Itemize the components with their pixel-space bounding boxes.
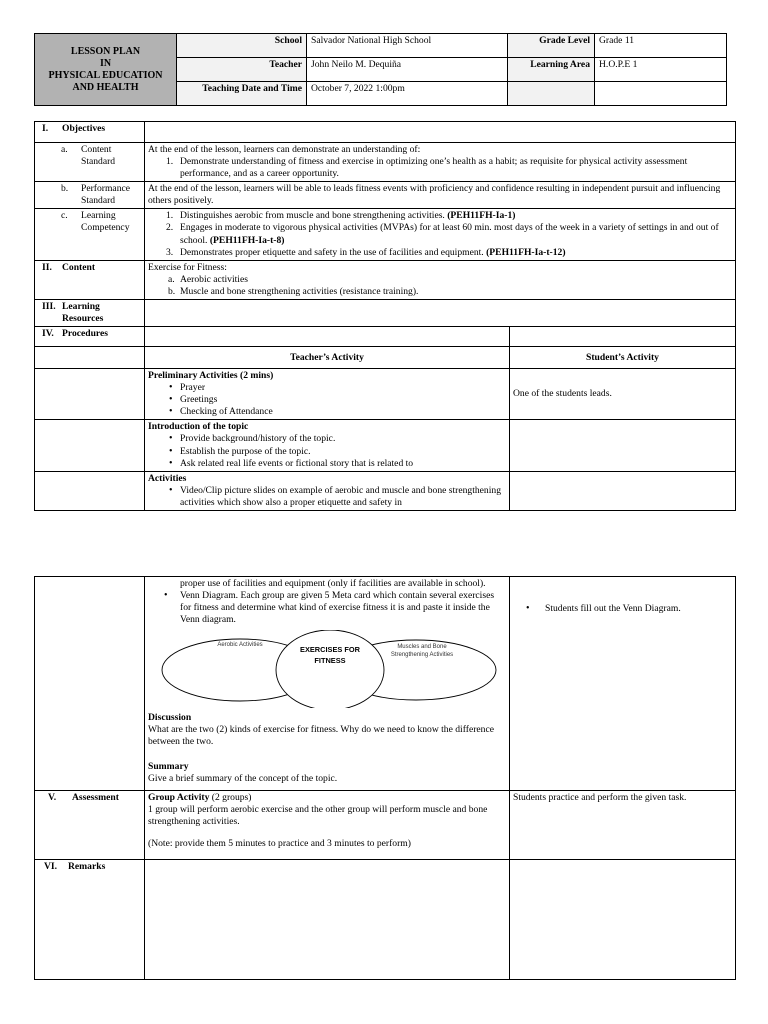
venn-diagram (160, 630, 500, 708)
student-activity-header: Student’s Activity (510, 347, 736, 369)
list-item: • Video/Clip picture slides on example of aerobic and muscle and bone strengthening activities which show also a proper etiquette and safety in (169, 484, 501, 508)
list-item: a. Aerobic activities (168, 273, 248, 285)
list-item: • Prayer (169, 382, 206, 394)
preliminary-student-activity: One of the students leads. (510, 369, 736, 420)
lesson-table-page-2 (34, 576, 736, 980)
grade-level-value: Grade 11 (595, 34, 727, 58)
lesson-plan-title: LESSON PLAN IN PHYSICAL EDUCATION AND HEALTH (35, 34, 177, 106)
list-item: 1. Distinguishes aerobic from muscle and bone strengthening activities. (PEH11FH-Ia-1) (166, 210, 516, 222)
school-value: Salvador National High School (307, 34, 508, 58)
procedures-heading: IV. Procedures (35, 327, 145, 347)
remarks-heading: VI. Remarks (35, 860, 145, 980)
content-standard-text: At the end of the lesson, learners can demonstrate an understanding of: 1. Demonstrate understanding of fitness and exercise in optimizing one’s health as a habit; as requisite for physical activity assessment performance, and as a career opportunity. (145, 143, 736, 182)
date-value: October 7, 2022 1:00pm (307, 82, 508, 106)
content-text: Exercise for Fitness: a. Aerobic activities b. Muscle and bone strengthening activities (resistance training). (145, 260, 736, 299)
header-table (34, 33, 727, 106)
list-item: • Venn Diagram. Each group are given 5 Meta card which contain several exercises for fitness and determine what kind of exercise fitness it is and paste it inside the Venn diagram. (164, 590, 495, 626)
activities-cell (145, 471, 510, 510)
objectives-heading: I. Objectives (35, 122, 145, 143)
discussion-title: Discussion (148, 712, 192, 724)
list-item: • Ask related real life events or fictional story that is related to (169, 457, 414, 469)
venn-right-label: Muscles and Bone Strengthening Activities (390, 644, 454, 658)
venn-center-label: EXERCISES FOR FITNESS (300, 645, 360, 666)
learning-competency-text (145, 209, 736, 260)
learning-area-label: Learning Area (508, 58, 595, 82)
grade-level-label: Grade Level (508, 34, 595, 58)
summary-title: Summary (148, 760, 189, 772)
preliminary-activities-cell (145, 369, 510, 420)
activities-continued-cell: proper use of facilities and equipment (only if facilities are available in school). • Venn Diagram. Each group are given 5 Meta card which contain several exercises for fitness and determine what kind of exercise fitness it is and paste it inside the Venn diagram. Aerobic Activities EXERCISES FOR FITNESS Muscles and Bone Strengthening Activities Discussion What are the two (2) kinds of exercise for fitness. Why do we need to know the difference between the two. Summary Give a brief summary of the concept of the topic. (145, 577, 510, 791)
activities-title: Activities (148, 472, 187, 484)
list-item: • Checking of Attendance (169, 406, 273, 418)
summary-text: Give a brief summary of the concept of the topic. (148, 772, 338, 784)
list-item: • Establish the purpose of the topic. (169, 445, 311, 457)
empty-value-cell (595, 82, 727, 106)
discussion-text: What are the two (2) kinds of exercise for fitness. Why do we need to know the difference between the two. (148, 724, 494, 748)
learning-area-value: H.O.P.E 1 (595, 58, 727, 82)
list-item: 2. Engages in moderate to vigorous physical activities (MVPAs) for at least 60 min. most days of the week in a variety of settings in and out of school. (PEH11FH-Ia-t-8) (166, 222, 719, 246)
list-item: • Students fill out the Venn Diagram. (526, 603, 681, 614)
date-label: Teaching Date and Time (177, 82, 307, 106)
content-standard-label: a. Content Standard (35, 143, 145, 182)
assessment-heading: V. Assessment (35, 790, 145, 859)
teacher-label: Teacher (177, 58, 307, 82)
list-item: 3. Demonstrates proper etiquette and safety in the use of facilities and equipment. (PEH11FH-Ia-t-12) (166, 246, 566, 258)
school-label: School (177, 34, 307, 58)
lesson-table-page-1 (34, 121, 736, 511)
activities-student-cell (510, 577, 736, 791)
preliminary-title: Preliminary Activities (2 mins) (148, 370, 274, 382)
assessment-cell: Group Activity (2 groups) 1 group will perform aerobic exercise and the other group will perform muscle and bone strengthening activities. (Note: provide them 5 minutes to practice and 3 minutes to perform) (145, 790, 510, 859)
list-item: 1. Demonstrate understanding of fitness and exercise in optimizing one’s health as a habit; as requisite for physical activity assessment performance, and as a career opportunity. (166, 156, 688, 180)
teacher-value: John Neilo M. Dequiña (307, 58, 508, 82)
introduction-cell (145, 420, 510, 471)
empty-label-cell (508, 82, 595, 106)
list-item: • Provide background/history of the topic. (169, 433, 336, 445)
content-heading: II. Content (35, 260, 145, 299)
learning-resources-heading: III. Learning Resources (35, 299, 145, 326)
venn-left-label: Aerobic Activities (217, 642, 263, 649)
learning-competency-label: c. Learning Competency (35, 209, 145, 260)
list-item: b. Muscle and bone strengthening activities (resistance training). (168, 285, 419, 297)
teacher-activity-header: Teacher’s Activity (145, 347, 510, 369)
performance-standard-text: At the end of the lesson, learners will be able to leads fitness events with proficiency and confidence resulting in independent pursuit and influencing others positively. (145, 182, 736, 209)
performance-standard-label: b. Performance Standard (35, 182, 145, 209)
assessment-student-activity: Students practice and perform the given task. (510, 790, 736, 859)
introduction-title: Introduction of the topic (148, 421, 249, 433)
list-item: • Greetings (169, 394, 218, 406)
